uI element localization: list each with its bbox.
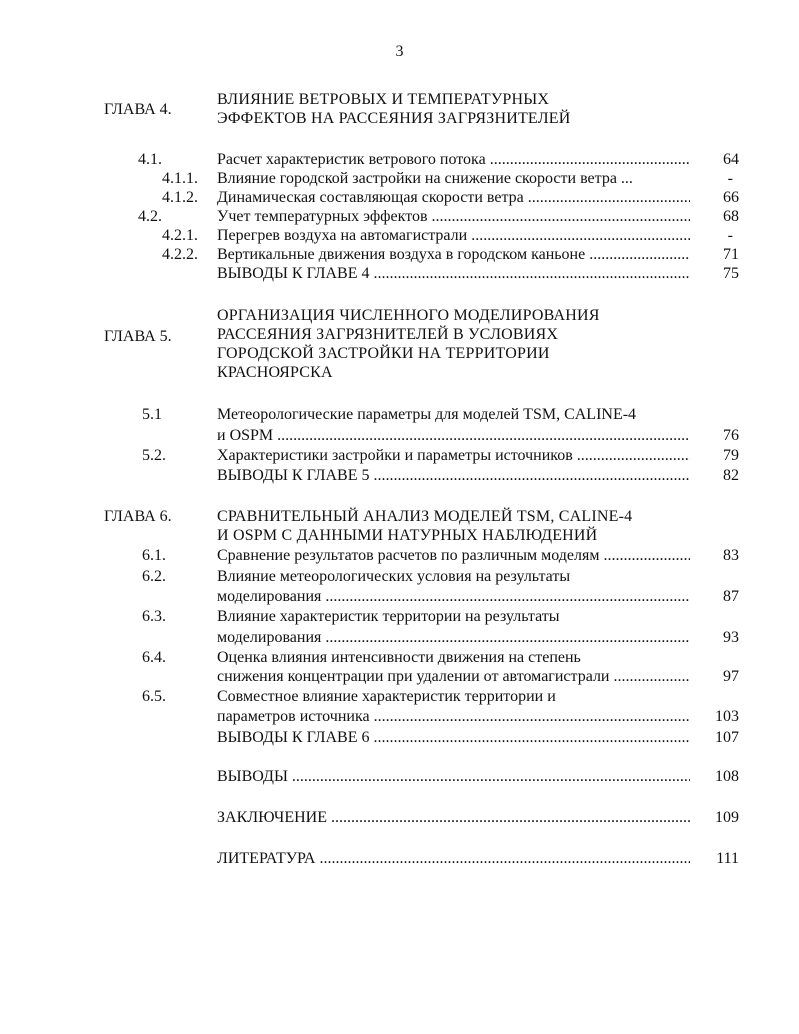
chapter-title xyxy=(217,90,687,128)
toc-entry[interactable] xyxy=(0,767,799,786)
entry-text: моделирования ..... xyxy=(217,628,690,647)
toc-entry[interactable] xyxy=(0,546,799,565)
entry-text: ЛИТЕРАТУРА ..... xyxy=(217,849,690,868)
entry-text: моделирования ..... xyxy=(217,587,690,606)
toc-entry[interactable] xyxy=(0,264,799,283)
entry-text: ВЫВОДЫ К ГЛАВЕ 5 ..... xyxy=(217,466,690,485)
entry-page: 82 xyxy=(723,467,739,484)
entry-page: 87 xyxy=(723,588,739,605)
entry-text: Сравнение результатов расчетов по различным моделям ..... xyxy=(217,546,690,565)
toc-entry[interactable] xyxy=(0,567,799,586)
entry-number: 4.2.1. xyxy=(162,227,198,244)
entry-page: 107 xyxy=(715,729,739,746)
entry-number: 6.5. xyxy=(142,688,166,705)
entry-text: Влияние характеристик территории на результаты xyxy=(217,608,560,625)
entry-number: 4.1.2. xyxy=(162,189,198,206)
toc-entry[interactable] xyxy=(0,405,799,424)
entry-text: Вертикальные движения воздуха в городском каньоне ..... xyxy=(217,245,690,264)
toc-entry[interactable] xyxy=(0,728,799,747)
toc-entry[interactable] xyxy=(0,188,799,207)
entry-page: 79 xyxy=(723,447,739,464)
entry-text: Влияние метеорологических условия на результаты xyxy=(217,568,571,585)
entry-text: Перегрев воздуха на автомагистрали ..... xyxy=(217,226,690,245)
entry-page: 64 xyxy=(723,151,739,168)
entry-page: 68 xyxy=(723,208,739,225)
entry-page: 93 xyxy=(723,629,739,646)
chapter-label: ГЛАВА 4. xyxy=(104,101,172,118)
chapter-title-line: ОРГАНИЗАЦИЯ ЧИСЛЕННОГО МОДЕЛИРОВАНИЯ xyxy=(217,307,600,324)
toc-entry-continuation[interactable] xyxy=(0,628,799,647)
entry-text: параметров источника ..... xyxy=(217,707,690,726)
toc-entry[interactable] xyxy=(0,207,799,226)
chapter-label: ГЛАВА 5. xyxy=(104,328,172,345)
toc-entry[interactable] xyxy=(0,446,799,465)
toc-entry[interactable] xyxy=(0,849,799,868)
entry-page: - xyxy=(727,170,733,187)
entry-page: 103 xyxy=(715,708,739,725)
chapter-title-line: ВЛИЯНИЕ ВЕТРОВЫХ И ТЕМПЕРАТУРНЫХ xyxy=(217,91,550,108)
entry-text: Влияние городской застройки на снижение скорости ветра ... xyxy=(217,170,633,187)
entry-number: 5.1 xyxy=(142,406,162,423)
toc-entry-continuation[interactable] xyxy=(0,587,799,606)
chapter-title xyxy=(217,507,687,545)
toc-entry[interactable] xyxy=(0,648,799,667)
entry-number: 6.1. xyxy=(142,547,166,564)
entry-page: 108 xyxy=(715,768,739,785)
entry-text: ЗАКЛЮЧЕНИЕ ..... xyxy=(217,808,690,827)
entry-number: 4.1. xyxy=(138,151,162,168)
chapter-title-line: И OSPM С ДАННЫМИ НАТУРНЫХ НАБЛЮДЕНИЙ xyxy=(217,527,598,544)
entry-text: Учет температурных эффектов ..... xyxy=(217,207,690,226)
toc-entry[interactable] xyxy=(0,150,799,169)
page-number: 3 xyxy=(395,43,404,60)
chapter-title-line: РАССЕЯНИЯ ЗАГРЯЗНИТЕЛЕЙ В УСЛОВИЯХ xyxy=(217,326,559,343)
entry-text: ВЫВОДЫ К ГЛАВЕ 4 ..... xyxy=(217,264,690,283)
entry-text: Оценка влияния интенсивности движения на степень xyxy=(217,649,581,666)
entry-text: Динамическая составляющая скорости ветра ..... xyxy=(217,188,690,207)
toc-entry-continuation[interactable] xyxy=(0,707,799,726)
toc-entry-continuation[interactable] xyxy=(0,667,799,686)
toc-entry[interactable] xyxy=(0,226,799,245)
entry-number: 5.2. xyxy=(142,447,166,464)
entry-page: 83 xyxy=(723,547,739,564)
toc-entry[interactable] xyxy=(0,607,799,626)
toc-entry[interactable] xyxy=(0,169,799,188)
entry-number: 4.2.2. xyxy=(162,246,198,263)
toc-entry-continuation[interactable] xyxy=(0,426,799,445)
entry-page: 75 xyxy=(723,265,739,282)
toc-entry[interactable] xyxy=(0,687,799,706)
entry-number: 4.2. xyxy=(138,208,162,225)
entry-page: 66 xyxy=(723,189,739,206)
chapter-title-line: ГОРОДСКОЙ ЗАСТРОЙКИ НА ТЕРРИТОРИИ xyxy=(217,345,550,362)
entry-page: 97 xyxy=(723,668,739,685)
entry-text: ВЫВОДЫ К ГЛАВЕ 6 ..... xyxy=(217,728,690,747)
entry-text: Метеорологические параметры для моделей TSM, CALINE-4 xyxy=(217,406,637,423)
entry-page: 111 xyxy=(716,850,739,867)
entry-text: ВЫВОДЫ ..... xyxy=(217,767,690,786)
entry-page: 76 xyxy=(723,427,739,444)
toc-entry[interactable] xyxy=(0,466,799,485)
chapter-title-line: КРАСНОЯРСКА xyxy=(217,364,333,381)
toc-entry[interactable] xyxy=(0,808,799,827)
entry-text: и OSPM ..... xyxy=(217,426,690,445)
toc-entry[interactable] xyxy=(0,245,799,264)
entry-page: - xyxy=(727,227,733,244)
entry-page: 71 xyxy=(723,246,739,263)
entry-text: Характеристики застройки и параметры источников ..... xyxy=(217,446,690,465)
entry-page: 109 xyxy=(715,809,739,826)
chapter-label: ГЛАВА 6. xyxy=(104,508,172,525)
entry-text: Расчет характеристик ветрового потока ..... xyxy=(217,150,690,169)
entry-number: 4.1.1. xyxy=(162,170,198,187)
entry-number: 6.2. xyxy=(142,568,166,585)
chapter-title xyxy=(217,306,687,382)
entry-number: 6.3. xyxy=(142,608,166,625)
entry-text: снижения концентрации при удалении от автомагистрали ..... xyxy=(217,667,690,686)
chapter-title-line: СРАВНИТЕЛЬНЫЙ АНАЛИЗ МОДЕЛЕЙ TSM, CALINE-4 xyxy=(217,508,633,525)
chapter-title-line: ЭФФЕКТОВ НА РАССЕЯНИЯ ЗАГРЯЗНИТЕЛЕЙ xyxy=(217,110,571,127)
entry-text: Совместное влияние характеристик территории и xyxy=(217,688,556,705)
entry-number: 6.4. xyxy=(142,649,166,666)
